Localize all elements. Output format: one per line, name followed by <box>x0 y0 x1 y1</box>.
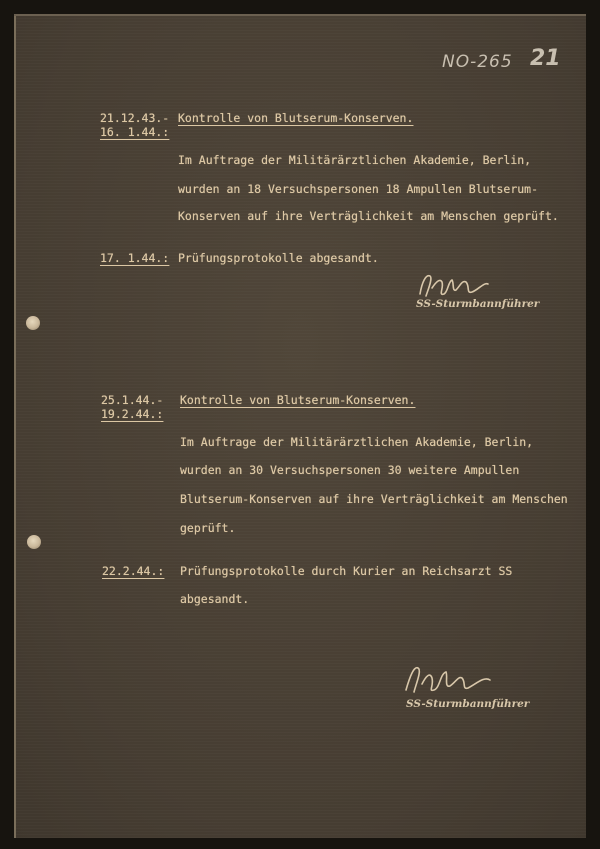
signature-caption: SS-Sturmbannführer <box>406 698 530 710</box>
entry-text-line: Prüfungsprotokolle abgesandt. <box>178 251 379 265</box>
entry-text-line: Prüfungsprotokolle durch Kurier an Reichsarzt SS <box>180 564 513 578</box>
document-page <box>14 14 586 838</box>
entry-text-line: abgesandt. <box>180 592 250 606</box>
entry-body-line: wurden an 18 Versuchspersonen 18 Ampullen Blutserum- <box>178 182 539 196</box>
punch-hole <box>26 316 40 330</box>
entry-body-line: geprüft. <box>180 521 236 535</box>
page-number: 21 <box>530 46 561 71</box>
entry-body-line: Konserven auf ihre Verträglichkeit am Menschen geprüft. <box>178 209 559 223</box>
entry-date: 17. 1.44.: <box>100 251 170 265</box>
signature <box>414 268 540 310</box>
entry-date-start: 21.12.43.- <box>100 111 170 125</box>
archive-reference: NO-265 <box>442 52 513 72</box>
entry-date: 22.2.44.: <box>102 564 165 578</box>
punch-hole <box>27 535 41 549</box>
entry-title: Kontrolle von Blutserum-Konserven. <box>178 111 414 125</box>
entry-date-end: 16. 1.44.: <box>100 125 170 139</box>
signature <box>402 662 530 710</box>
entry-date-end: 19.2.44.: <box>101 407 164 421</box>
entry-title: Kontrolle von Blutserum-Konserven. <box>180 393 416 407</box>
signature-scribble <box>402 662 512 698</box>
signature-caption: SS-Sturmbannführer <box>416 298 540 310</box>
entry-body-line: Im Auftrage der Militärärztlichen Akademie, Berlin, <box>180 435 534 449</box>
entry-date-start: 25.1.44.- <box>101 393 164 407</box>
entry-body-line: Blutserum-Konserven auf ihre Verträglichkeit am Menschen <box>180 492 568 506</box>
entry-body-line: wurden an 30 Versuchspersonen 30 weitere Ampullen <box>180 463 520 477</box>
entry-body-line: Im Auftrage der Militärärztlichen Akademie, Berlin, <box>178 153 532 167</box>
